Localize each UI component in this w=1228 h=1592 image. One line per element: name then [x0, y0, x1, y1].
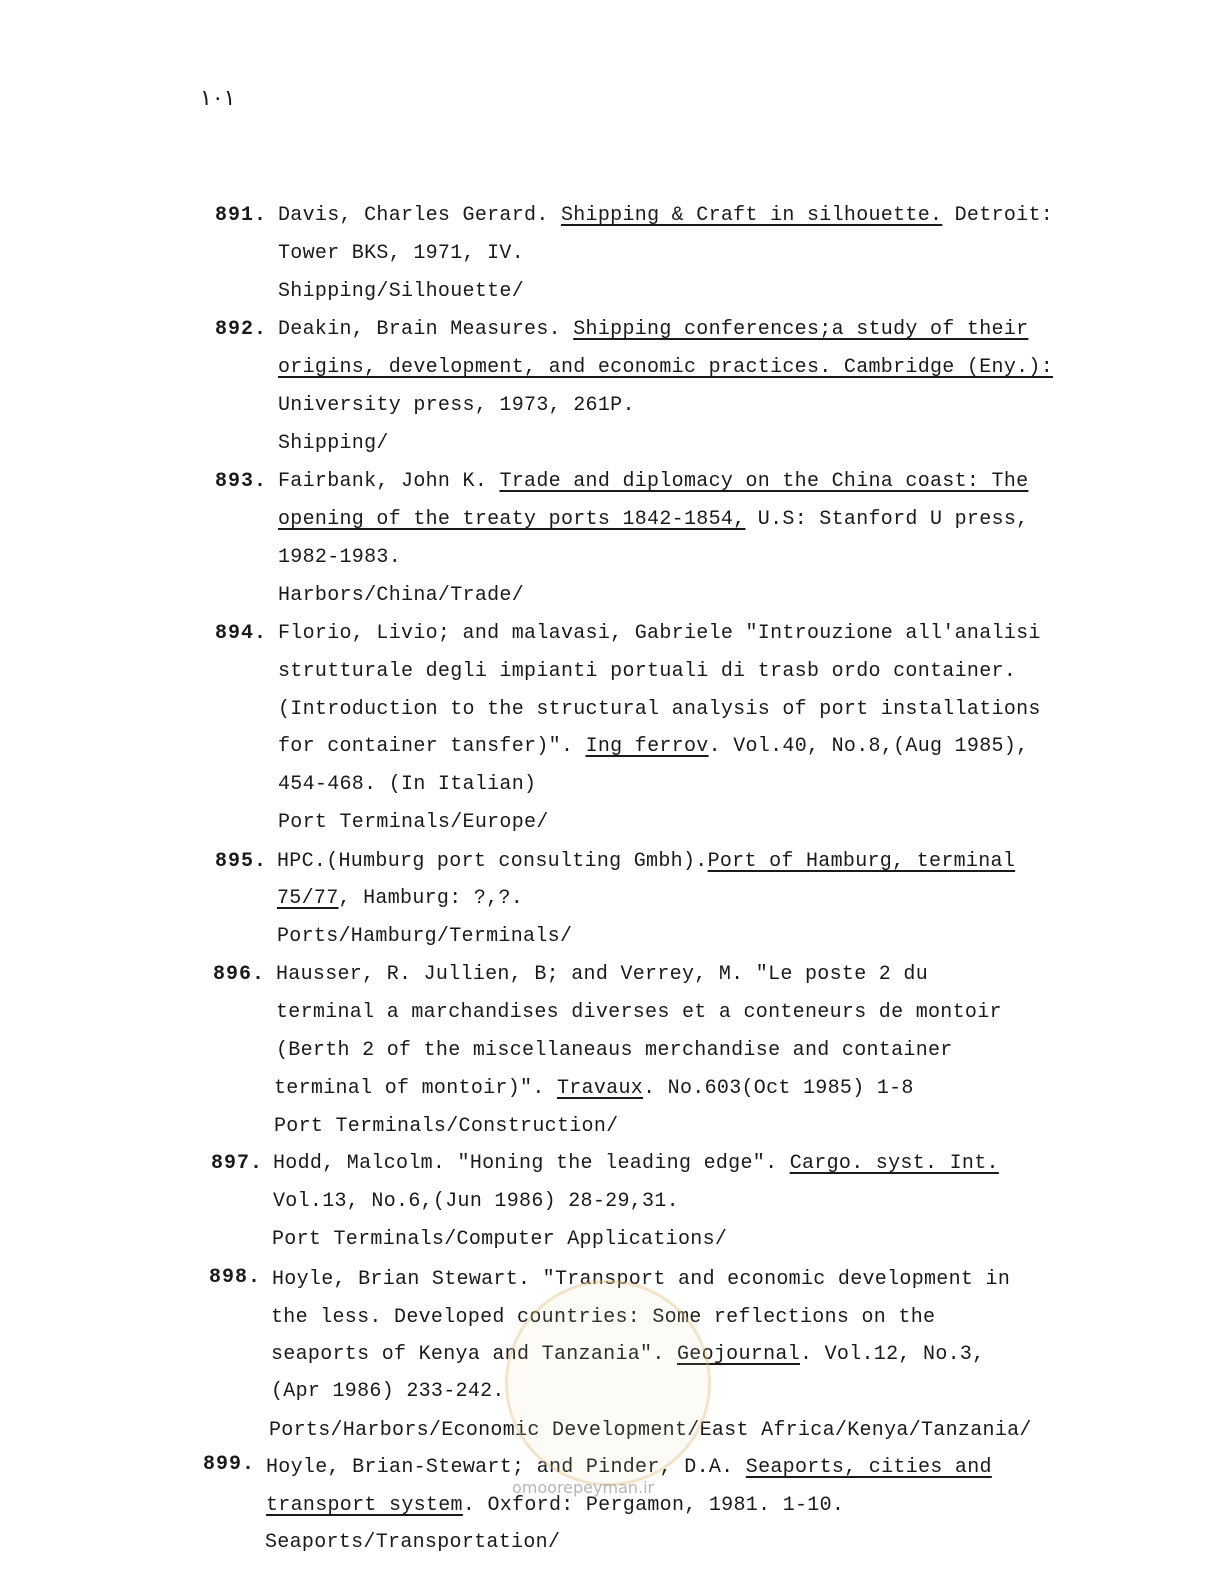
entry-895-line-2: 75/77, Hamburg: ?,?. [277, 887, 524, 910]
entry-898-journal: Geojournal [676, 1343, 800, 1366]
entry-number-898: 898. [209, 1266, 262, 1289]
entry-896-line-4: terminal of montoir)". Travaux. No.603(Oct 1985) 1-8 [274, 1077, 914, 1100]
entry-894-line-4: for container tansfer)". Ing ferrov. Vol.40, No.8,(Aug 1985), [278, 735, 1029, 758]
entry-897-line-2: Vol.13, No.6,(Jun 1986) 28-29,31. [273, 1190, 679, 1213]
entry-897-subject: Port Terminals/Computer Applications/ [272, 1228, 728, 1251]
entry-899-line-2: transport system. Oxford: Pergamon, 1981. 1-10. [266, 1494, 845, 1517]
entry-896-line-2: terminal a marchandises diverses et a conteneurs de montoir [276, 1001, 1002, 1024]
entry-894-line-3: (Introduction to the structural analysis of port installations [278, 698, 1041, 721]
entry-894-line-1: Florio, Livio; and malavasi, Gabriele "Introuzione all'analisi [278, 622, 1041, 645]
entry-899-subject: Seaports/Transportation/ [265, 1531, 561, 1554]
entry-894-journal: Ing ferrov [585, 735, 709, 758]
entry-895-line-1: HPC.(Humburg port consulting Gmbh).Port of Hamburg, terminal [277, 850, 1016, 873]
entry-892-title: Shipping conferences;a study of their [573, 318, 1029, 341]
entry-number-894: 894. [215, 622, 268, 645]
entry-898-line-3: seaports of Kenya and Tanzania". Geojournal. Vol.12, No.3, [271, 1343, 985, 1366]
entry-896-line-3: (Berth 2 of the miscellaneaus merchandise and container [276, 1039, 953, 1062]
entry-number-897: 897. [211, 1152, 264, 1175]
entry-892-line-1: Deakin, Brain Measures. Shipping conferences;a study of their [278, 318, 1029, 341]
entry-891-title: Shipping & Craft in silhouette. [560, 204, 943, 227]
entry-number-899: 899. [203, 1453, 256, 1476]
entry-894-subject: Port Terminals/Europe/ [278, 811, 549, 834]
entry-number-893: 893. [215, 470, 268, 493]
entry-896-subject: Port Terminals/Construction/ [274, 1115, 619, 1138]
entry-number-895: 895. [215, 850, 268, 873]
entry-894-line-5: 454-468. (In Italian) [278, 773, 537, 796]
watermark-seal-icon [505, 1280, 711, 1486]
entry-898-subject: Ports/Harbors/Economic Development/East Africa/Kenya/Tanzania/ [269, 1419, 1032, 1442]
entry-893-subject: Harbors/China/Trade/ [278, 584, 525, 607]
entry-893-line-3: 1982-1983. [278, 546, 402, 569]
entry-891-line-1: Davis, Charles Gerard. Shipping & Craft in silhouette. Detroit: [278, 204, 1054, 227]
entry-894-line-2: strutturale degli impianti portuali di trasb ordo container. [278, 660, 1017, 683]
entry-893-line-2: opening of the treaty ports 1842-1854, U.S: Stanford U press, [278, 508, 1029, 531]
entry-895-subject: Ports/Hamburg/Terminals/ [277, 925, 573, 948]
entry-893-title: Trade and diplomacy on the China coast: The [499, 470, 1029, 493]
page-number: ۱۰۱ [200, 86, 236, 111]
entry-895-title: Port of Hamburg, terminal [707, 850, 1016, 873]
entry-898-line-4: (Apr 1986) 233-242. [271, 1380, 505, 1403]
entry-892-line-2: origins, development, and economic practices. Cambridge (Eny.): [278, 356, 1054, 379]
entry-896-journal: Travaux [556, 1077, 644, 1100]
watermark-text: omoorepeyman.ir [512, 1478, 655, 1497]
entry-899-line-1: Hoyle, Brian-Stewart; and Pinder, D.A. Seaports, cities and [266, 1456, 992, 1479]
entry-892-subject: Shipping/ [278, 432, 389, 455]
entry-897-journal: Cargo. syst. Int. [789, 1152, 999, 1175]
entry-891-subject: Shipping/Silhouette/ [278, 280, 525, 303]
entry-892-line-3: University press, 1973, 261P. [278, 394, 635, 417]
entry-893-line-1: Fairbank, John K. Trade and diplomacy on the China coast: The [278, 470, 1029, 493]
entry-898-line-1: Hoyle, Brian Stewart. "Transport and economic development in [272, 1268, 1011, 1291]
entry-896-line-1: Hausser, R. Jullien, B; and Verrey, M. "Le poste 2 du [276, 963, 929, 986]
entry-number-892: 892. [215, 318, 268, 341]
entry-891-line-2: Tower BKS, 1971, IV. [278, 242, 525, 265]
entry-898-line-2: the less. Developed countries: Some reflections on the [271, 1306, 936, 1329]
entry-number-896: 896. [213, 963, 266, 986]
entry-number-891: 891. [215, 204, 268, 227]
entry-899-title: Seaports, cities and [745, 1456, 992, 1479]
entry-897-line-1: Hodd, Malcolm. "Honing the leading edge". Cargo. syst. Int. [273, 1152, 999, 1175]
